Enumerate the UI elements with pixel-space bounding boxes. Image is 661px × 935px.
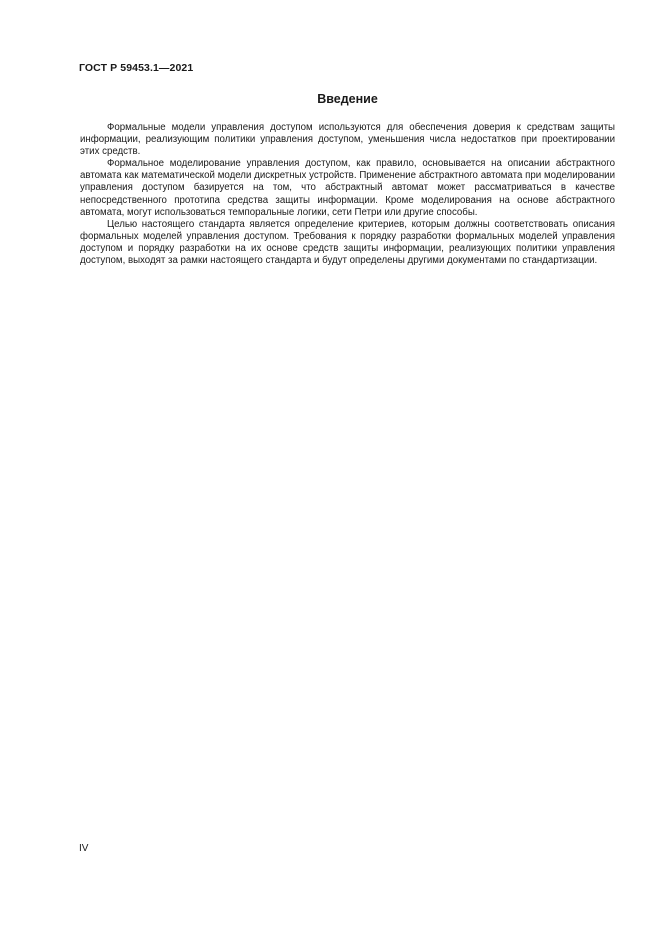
page-number: IV [79,843,89,854]
section-title: Введение [317,92,378,106]
paragraph-3: Целью настоящего стандарта является определение критериев, которым должны соответствовать описания формальных моделей управления доступом. Требования к порядку разработки формальных моделей управления доступом и порядку разработки на их основе средств защиты информации, реализующих политики управления доступом, выходят за рамки настоящего стандарта и будут определены другими документами по стандартизации. [80,218,615,267]
section-body [80,122,615,267]
paragraph-2: Формальное моделирование управления доступом, как правило, основывается на описании абстрактного автомата как математической модели дискретных устройств. Применение абстрактного автомата при моделировании управления доступом базируется на том, что абстрактный автомат может рассматриваться в качестве непосредственного прототипа средства защиты информации. Кроме моделирования на основе абстрактного автомата, могут использоваться темпоральные логики, сети Петри или другие способы. [80,158,615,218]
paragraph-1: Формальные модели управления доступом используются для обеспечения доверия к средствам защиты информации, реализующим политики управления доступом, уменьшения числа недостатков при проектировании этих средств. [80,122,615,158]
document-code: ГОСТ Р 59453.1—2021 [79,62,194,74]
